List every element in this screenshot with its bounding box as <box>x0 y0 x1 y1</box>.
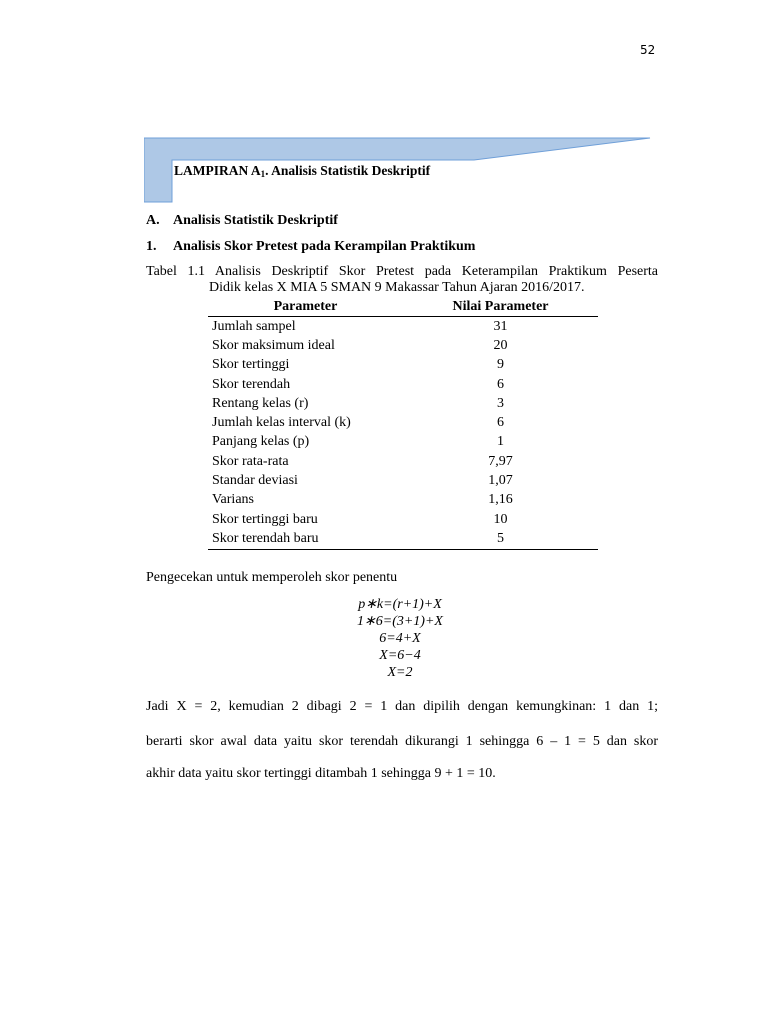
section-a-label: A. <box>146 213 160 228</box>
equation-line: 6=4+X <box>379 631 421 646</box>
subsection-1-title: Analisis Skor Pretest pada Kerampilan Praktikum <box>173 239 476 254</box>
param-name: Jumlah sampel <box>212 318 296 334</box>
table-row <box>208 356 598 375</box>
param-value: 10 <box>493 511 508 527</box>
table-row <box>208 433 598 452</box>
table-header-row <box>208 298 598 317</box>
table-row <box>208 317 598 337</box>
param-value: 6 <box>497 415 504 431</box>
parameter-table <box>208 298 598 550</box>
param-name: Skor maksimum ideal <box>212 337 335 353</box>
param-value: 1,16 <box>488 492 513 508</box>
subsection-1-heading <box>146 239 475 255</box>
equation-line: X=2 <box>387 665 413 680</box>
header-value: Nilai Parameter <box>403 298 598 317</box>
param-value: 20 <box>493 337 508 353</box>
section-a-title: Analisis Statistik Deskriptif <box>173 213 338 228</box>
appendix-banner <box>144 136 652 204</box>
conclusion-line-2: berarti skor awal data yaitu skor terendah dikurangi 1 sehingga 6 – 1 = 5 dan skor <box>146 734 658 749</box>
param-name: Varians <box>212 492 254 508</box>
table-row <box>208 413 598 432</box>
table-row <box>208 529 598 549</box>
param-name: Rentang kelas (r) <box>212 395 309 411</box>
page-number: 52 <box>640 43 656 57</box>
header-parameter: Parameter <box>208 298 403 317</box>
param-value: 5 <box>403 529 598 549</box>
equation-line: 1∗6=(3+1)+X <box>357 614 443 629</box>
equation-line: X=6−4 <box>379 648 421 663</box>
param-value: 6 <box>497 376 504 392</box>
intro-text: Pengecekan untuk memperoleh skor penentu <box>146 570 398 585</box>
table-row <box>208 510 598 529</box>
param-name: Skor terendah <box>212 376 291 392</box>
caption-line-1: Tabel 1.1 Analisis Deskriptif Skor Pretest pada Keterampilan Praktikum Peserta <box>146 264 658 279</box>
param-value: 7,97 <box>488 453 513 469</box>
param-value: 1 <box>497 434 504 450</box>
table-row <box>208 471 598 490</box>
appendix-title: LAMPIRAN $A_1$. Analisis Statistik Deskriptif <box>174 163 431 179</box>
param-value: 9 <box>497 357 504 373</box>
table-row <box>208 375 598 394</box>
equation-line: p∗k=(r+1)+X <box>358 597 442 612</box>
conclusion-line-1: Jadi X = 2, kemudian 2 dibagi 2 = 1 dan dipilih dengan kemungkinan: 1 dan 1; <box>146 699 658 714</box>
param-name: Skor tertinggi <box>212 357 290 373</box>
param-value: 3 <box>497 395 504 411</box>
table-caption <box>146 264 658 296</box>
param-name: Jumlah kelas interval (k) <box>212 415 351 431</box>
section-a-heading <box>146 213 338 229</box>
caption-line-2: Didik kelas X MIA 5 SMAN 9 Makassar Tahun Ajaran 2016/2017. <box>209 280 585 295</box>
param-name: Skor terendah baru <box>208 529 403 549</box>
equation-block <box>300 596 500 681</box>
param-name: Skor tertinggi baru <box>212 511 318 527</box>
subsection-1-label: 1. <box>146 239 157 254</box>
table-row <box>208 336 598 355</box>
param-name: Panjang kelas (p) <box>212 434 310 450</box>
table-row <box>208 394 598 413</box>
table-row <box>208 491 598 510</box>
param-name: Skor rata-rata <box>212 453 289 469</box>
param-value: 31 <box>493 318 508 334</box>
table-row <box>208 452 598 471</box>
conclusion-line-3: akhir data yaitu skor tertinggi ditambah 1 sehingga 9 + 1 = 10. <box>146 766 496 781</box>
param-value: 1,07 <box>488 473 513 489</box>
param-name: Standar deviasi <box>212 473 298 489</box>
